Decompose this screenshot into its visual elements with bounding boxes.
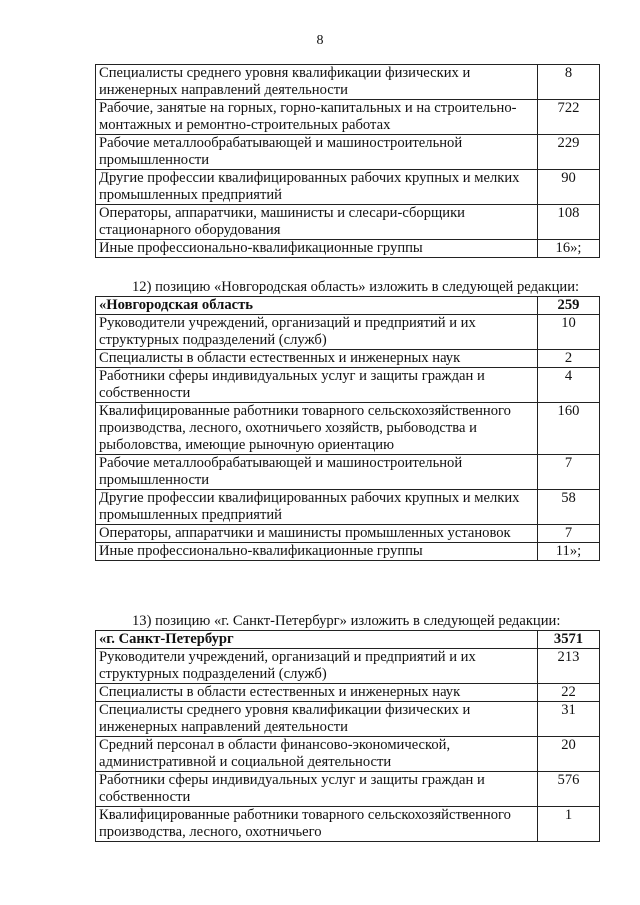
page-number: 8 [316,33,324,48]
row-label: Работники сферы индивидуальных услуг и защиты граждан и собственности [96,772,538,807]
row-value: 20 [538,737,600,772]
row-label: Квалифицированные работники товарного сельскохозяйственного производства, лесного, охотничьего [96,807,538,842]
row-value: 213 [538,649,600,684]
row-label: Специалисты в области естественных и инженерных наук [96,350,538,368]
row-label: Специалисты среднего уровня квалификации физических и инженерных направлений деятельности [96,65,538,100]
row-value: 4 [538,368,600,403]
novgorod-region-table [95,296,600,561]
row-value: 16»; [538,240,600,258]
table-row [96,240,600,258]
table-row [96,684,600,702]
row-value: 229 [538,135,600,170]
table-row [96,455,600,490]
occupation-table-continued [95,64,600,258]
row-label: Работники сферы индивидуальных услуг и защиты граждан и собственности [96,368,538,403]
row-label: Специалисты среднего уровня квалификации физических и инженерных направлений деятельности [96,702,538,737]
row-label: Иные профессионально-квалификационные группы [96,543,538,561]
row-value: 10 [538,315,600,350]
table-row [96,368,600,403]
row-label: Рабочие металлообрабатывающей и машиностроительной промышленности [96,135,538,170]
row-value: 58 [538,490,600,525]
table-row [96,350,600,368]
table-row [96,772,600,807]
table-row [96,649,600,684]
row-value: 31 [538,702,600,737]
row-value: 22 [538,684,600,702]
row-label: Другие профессии квалифицированных рабочих крупных и мелких промышленных предприятий [96,170,538,205]
row-label: Руководители учреждений, организаций и предприятий и их структурных подразделений (служб) [96,649,538,684]
row-value: 11»; [538,543,600,561]
table-row [96,490,600,525]
table-row [96,205,600,240]
row-label: Другие профессии квалифицированных рабочих крупных и мелких промышленных предприятий [96,490,538,525]
region-total: 259 [538,297,600,315]
amendment-paragraph-13: 13) позицию «г. Санкт-Петербург» изложить в следующей редакции: [132,613,561,629]
row-label: Средний персонал в области финансово-экономической, административной и социальной деятельности [96,737,538,772]
table-row [96,100,600,135]
table-header-row [96,631,600,649]
table-row [96,65,600,100]
table-row [96,170,600,205]
row-label: Иные профессионально-квалификационные группы [96,240,538,258]
table-row [96,737,600,772]
row-value: 7 [538,525,600,543]
row-value: 576 [538,772,600,807]
row-value: 7 [538,455,600,490]
amendment-paragraph-12: 12) позицию «Новгородская область» изложить в следующей редакции: [132,279,580,295]
row-label: Операторы, аппаратчики, машинисты и слесари-сборщики стационарного оборудования [96,205,538,240]
table-header-row [96,297,600,315]
row-label: Квалифицированные работники товарного сельскохозяйственного производства, лесного, охотничьего хозяйств, рыбоводства и рыболовства, имеющие рыночную ориентацию [96,403,538,455]
row-label: Руководители учреждений, организаций и предприятий и их структурных подразделений (служб) [96,315,538,350]
row-label: Специалисты в области естественных и инженерных наук [96,684,538,702]
row-value: 160 [538,403,600,455]
table-row [96,315,600,350]
table-row [96,403,600,455]
table-row [96,135,600,170]
table-row [96,525,600,543]
saint-petersburg-table [95,630,600,842]
row-value: 108 [538,205,600,240]
region-name: «г. Санкт-Петербург [96,631,538,649]
row-value: 90 [538,170,600,205]
region-total: 3571 [538,631,600,649]
region-name: «Новгородская область [96,297,538,315]
row-value: 1 [538,807,600,842]
table-row [96,543,600,561]
row-value: 8 [538,65,600,100]
table-row [96,702,600,737]
row-label: Рабочие металлообрабатывающей и машиностроительной промышленности [96,455,538,490]
row-value: 2 [538,350,600,368]
row-label: Операторы, аппаратчики и машинисты промышленных установок [96,525,538,543]
table-row [96,807,600,842]
row-value: 722 [538,100,600,135]
row-label: Рабочие, занятые на горных, горно-капитальных и на строительно-монтажных и ремонтно-строительных работах [96,100,538,135]
